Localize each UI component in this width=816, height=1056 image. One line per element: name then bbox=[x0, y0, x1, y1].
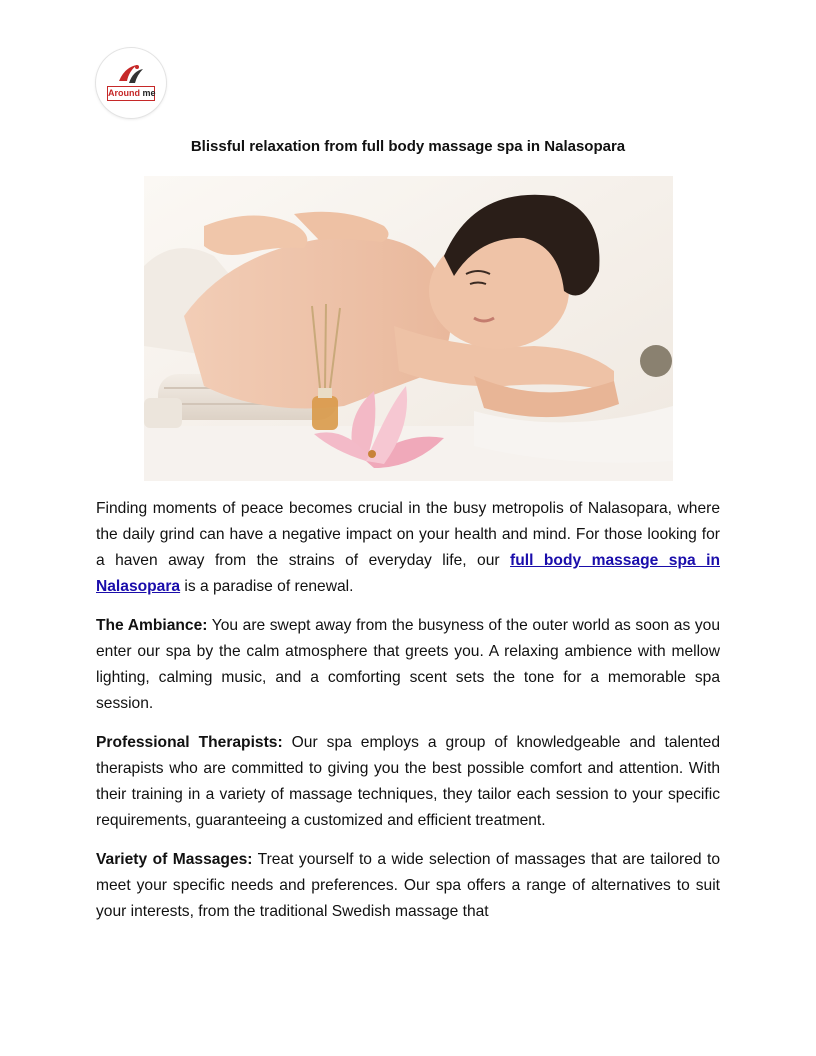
massage-illustration bbox=[144, 176, 673, 481]
logo-wordmark: Around me bbox=[107, 86, 155, 101]
heading-ambiance: The Ambiance: bbox=[96, 617, 208, 634]
paragraph-variety: Variety of Massages: Treat yourself to a wide selection of massages that are tailored to meet your specific needs and preferences. Our spa offers a range of alternatives to suit your interests, from the traditional Swedish massage that bbox=[96, 851, 720, 920]
heading-therapists: Professional Therapists: bbox=[96, 734, 283, 751]
logo-mark-icon bbox=[115, 61, 147, 89]
link-full-body-massage-spa[interactable]: full body massage spa in Nalasopara bbox=[96, 552, 720, 595]
article-body bbox=[96, 496, 720, 938]
heading-variety: Variety of Massages: bbox=[96, 851, 253, 868]
page-title: Blissful relaxation from full body massage spa in Nalasopara bbox=[190, 138, 626, 155]
paragraph-intro: Finding moments of peace becomes crucial in the busy metropolis of Nalasopara, where the daily grind can have a negative impact on your health and mind. For those looking for a haven away from the strains of everyday life, our full body massage spa in Nalasopara is a paradise of renewal. bbox=[96, 500, 720, 595]
around-me-logo bbox=[96, 48, 166, 118]
paragraph-therapists: Professional Therapists: Our spa employs a group of knowledgeable and talented therapists who are committed to giving you the best possible comfort and attention. With their training in a variety of massage techniques, they tailor each session to your specific requirements, guaranteeing a customized and efficient treatment. bbox=[96, 734, 720, 829]
hero-image-massage bbox=[144, 176, 673, 481]
paragraph-ambiance: The Ambiance: You are swept away from the busyness of the outer world as soon as you enter our spa by the calm atmosphere that greets you. A relaxing ambience with mellow lighting, calming music, and a comforting scent sets the tone for a memorable spa session. bbox=[96, 617, 720, 712]
